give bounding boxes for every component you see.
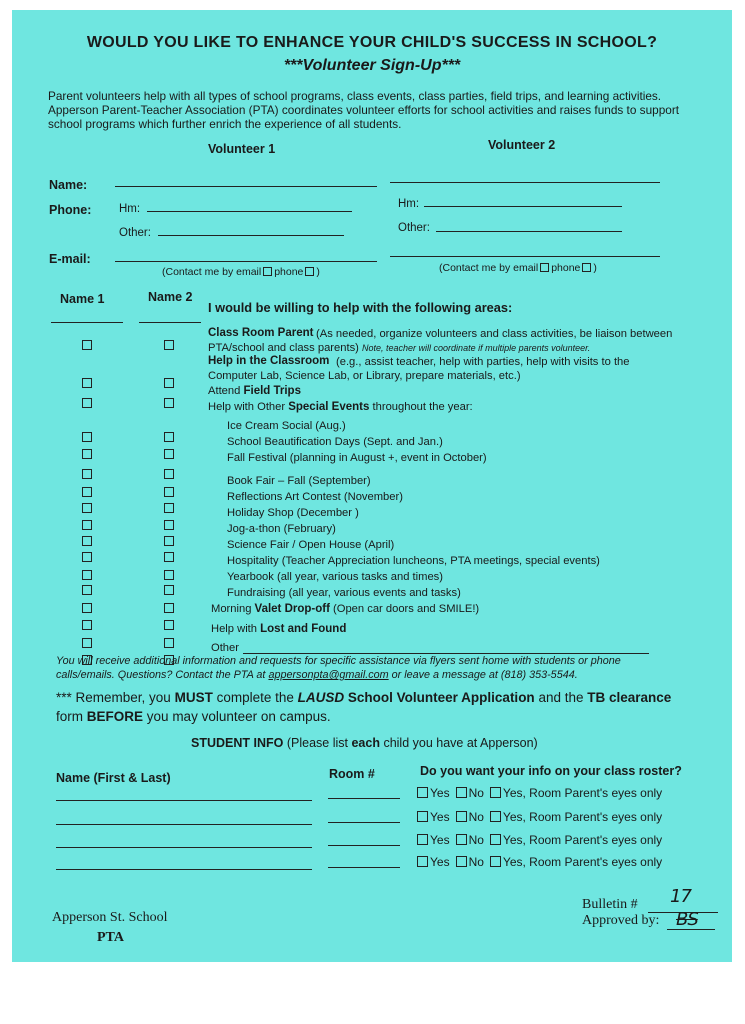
flyer-sheet (12, 10, 732, 962)
roster-eyes-only-checkbox[interactable] (490, 811, 501, 822)
email-label: E-mail: (49, 252, 91, 266)
contact-email-checkbox[interactable] (263, 267, 272, 276)
contact-pref-close: ) (593, 262, 597, 274)
special-suffix: throughout the year: (372, 401, 473, 413)
roster-yes-label: Yes (430, 786, 450, 800)
student-room-field[interactable] (328, 798, 400, 799)
lost-title: Lost and Found (260, 623, 347, 635)
student-name-column-heading: Name (First & Last) (56, 771, 171, 785)
reminder-p1: *** Remember, you (56, 690, 171, 705)
contact-note-line-1: You will receive additional information and requests for specific assistance via flyers sent home with students or phone (56, 655, 621, 667)
area-checkbox-name1[interactable] (82, 603, 92, 613)
volunteer-2-email-field[interactable] (390, 256, 660, 257)
reminder-line-1 (56, 690, 671, 705)
student-info-title: STUDENT INFO (191, 736, 284, 750)
roster-eyes-only-label: Yes, Room Parent's eyes only (502, 810, 663, 824)
area-checkbox-name2[interactable] (164, 432, 174, 442)
bulletin-label: Bulletin # (582, 897, 638, 912)
area-checkbox-name1[interactable] (82, 487, 92, 497)
name-2-column-heading: Name 2 (148, 290, 193, 304)
student-name-field[interactable] (56, 824, 312, 825)
area-checkbox-name1[interactable] (82, 398, 92, 408)
special-prefix: Help with Other (208, 401, 286, 413)
volunteer-1-other-label: Other: (119, 227, 151, 239)
reminder-line-2 (56, 709, 331, 724)
contact-note-suffix: or leave a message at (818) 353-5544. (391, 669, 578, 681)
volunteer-1-email-field[interactable] (115, 261, 377, 262)
area-checkbox-name2[interactable] (164, 536, 174, 546)
volunteer-1-heading: Volunteer 1 (208, 142, 276, 156)
special-event-item: Jog-a-thon (February) (227, 523, 336, 535)
area-checkbox-name2[interactable] (164, 378, 174, 388)
contact-pref-close: ) (316, 266, 320, 278)
roster-yes-checkbox[interactable] (417, 787, 428, 798)
area-checkbox-name1[interactable] (82, 620, 92, 630)
area-checkbox-name1[interactable] (82, 552, 92, 562)
area-checkbox-name1[interactable] (82, 340, 92, 350)
bulletin-number-handwritten: 17 (670, 886, 691, 907)
contact-email-checkbox[interactable] (540, 263, 549, 272)
student-info-heading (191, 736, 538, 750)
reminder-must: MUST (174, 690, 213, 705)
contact-pref-text: (Contact me by email (439, 262, 539, 274)
roster-no-checkbox[interactable] (456, 787, 467, 798)
area-checkbox-name2[interactable] (164, 570, 174, 580)
area-other: Other (211, 642, 239, 654)
roster-eyes-only-label: Yes, Room Parent's eyes only (502, 833, 663, 847)
area-checkbox-name2[interactable] (164, 638, 174, 648)
area-checkbox-name2[interactable] (164, 469, 174, 479)
special-event-item: Yearbook (all year, various tasks and times) (227, 571, 443, 583)
approved-by-signature: BS (676, 909, 698, 930)
area-checkbox-name1[interactable] (82, 469, 92, 479)
special-event-item: Book Fair – Fall (September) (227, 475, 371, 487)
area-checkbox-name1[interactable] (82, 432, 92, 442)
student-room-field[interactable] (328, 845, 400, 846)
area-checkbox-name2[interactable] (164, 487, 174, 497)
student-info-p1: (Please list (286, 736, 348, 750)
volunteer-2-contact-pref (439, 262, 597, 274)
help-classroom-title: Help in the Classroom (208, 355, 330, 367)
special-event-item: Ice Cream Social (Aug.) (227, 420, 346, 432)
name-1-column-heading: Name 1 (60, 292, 105, 306)
roster-options (415, 810, 666, 824)
area-checkbox-name2[interactable] (164, 340, 174, 350)
page-subtitle: ***Volunteer Sign-Up*** (283, 57, 461, 74)
volunteer-1-name-field[interactable] (115, 186, 377, 187)
area-field-trips (208, 385, 301, 397)
roster-eyes-only-checkbox[interactable] (490, 834, 501, 845)
reminder-before: BEFORE (86, 709, 144, 724)
roster-eyes-only-checkbox[interactable] (490, 856, 501, 867)
field-trips-title: Field Trips (243, 385, 301, 397)
help-classroom-desc: (e.g., assist teacher, help with parties, help with visits to the Computer Lab, Science Lab, or Library, prepare materials, etc.) (208, 356, 630, 382)
area-checkbox-name1[interactable] (82, 638, 92, 648)
area-checkbox-name2[interactable] (164, 585, 174, 595)
class-room-parent-desc: (As needed, organize volunteers and class activities, be liaison between PTA/school and class parents) (208, 328, 673, 354)
roster-no-checkbox[interactable] (456, 856, 467, 867)
help-classroom-desc-wrap (208, 355, 658, 383)
valet-prefix: Morning (211, 603, 252, 615)
area-checkbox-name1[interactable] (82, 536, 92, 546)
volunteer-1-home-phone-field[interactable] (147, 211, 352, 212)
roster-options (415, 786, 666, 800)
area-checkbox-name2[interactable] (164, 503, 174, 513)
roster-no-checkbox[interactable] (456, 811, 467, 822)
area-checkbox-name1[interactable] (82, 449, 92, 459)
roster-yes-label: Yes (430, 810, 450, 824)
contact-phone-text: phone (274, 266, 304, 278)
volunteer-2-other-label: Other: (398, 222, 430, 234)
footer-pta: PTA (97, 930, 124, 945)
reminder-p2: complete the (216, 690, 294, 705)
student-name-field[interactable] (56, 869, 312, 870)
name-label: Name: (49, 178, 88, 192)
volunteer-2-hm-label: Hm: (398, 198, 420, 210)
roster-no-label: No (468, 833, 484, 847)
reminder-p3: and the (538, 690, 584, 705)
contact-phone-checkbox[interactable] (305, 267, 314, 276)
roster-eyes-only-checkbox[interactable] (490, 787, 501, 798)
lost-prefix: Help with (211, 623, 258, 635)
student-info-each: each (351, 736, 380, 750)
area-checkbox-name2[interactable] (164, 398, 174, 408)
volunteer-1-hm-label: Hm: (119, 203, 141, 215)
special-title: Special Events (288, 401, 370, 413)
name-1-field[interactable] (51, 322, 123, 323)
reminder-tb: TB clearance (587, 690, 672, 705)
volunteer-1-other-phone-field[interactable] (158, 235, 344, 236)
area-special-events (208, 401, 473, 413)
special-event-item: Holiday Shop (December ) (227, 507, 359, 519)
class-room-parent-title: Class Room Parent (208, 327, 314, 339)
other-area-field[interactable] (243, 653, 649, 654)
student-name-field[interactable] (56, 800, 312, 801)
volunteer-2-heading: Volunteer 2 (488, 138, 556, 152)
volunteer-2-name-field[interactable] (390, 182, 660, 183)
contact-note-line-2 (56, 669, 578, 681)
reminder-app: School Volunteer Application (347, 690, 535, 705)
roster-eyes-only-label: Yes, Room Parent's eyes only (502, 855, 663, 869)
roster-yes-checkbox[interactable] (417, 856, 428, 867)
valet-title: Valet Drop-off (254, 603, 330, 615)
roster-options (415, 833, 666, 847)
roster-options (415, 855, 666, 869)
student-info-p2: child you have at Apperson) (383, 736, 538, 750)
phone-label: Phone: (49, 203, 92, 217)
special-event-item: Hospitality (Teacher Appreciation luncheons, PTA meetings, special events) (227, 555, 600, 567)
page-title: WOULD YOU LIKE TO ENHANCE YOUR CHILD'S SUCCESS IN SCHOOL? (86, 34, 658, 51)
intro-paragraph: Parent volunteers help with all types of school programs, class events, class parties, field trips, and learning activities. Apperson Parent-Teacher Association (PTA) coordinates volunteer efforts for school activities and raises funds to support school programs which further enrich the experience of all students. (48, 89, 680, 131)
area-checkbox-name1[interactable] (82, 378, 92, 388)
roster-no-label: No (468, 810, 484, 824)
roster-no-label: No (468, 786, 484, 800)
field-trips-prefix: Attend (208, 385, 241, 397)
class-room-parent-desc-wrap (208, 327, 678, 355)
student-room-field[interactable] (328, 822, 400, 823)
area-checkbox-name1[interactable] (82, 585, 92, 595)
area-checkbox-name2[interactable] (164, 520, 174, 530)
special-event-item: School Beautification Days (Sept. and Jan.) (227, 436, 443, 448)
contact-note-prefix: calls/emails. Questions? Contact the PTA at (56, 669, 266, 681)
roster-eyes-only-label: Yes, Room Parent's eyes only (502, 786, 663, 800)
area-checkbox-name1[interactable] (82, 570, 92, 580)
valet-desc: (Open car doors and SMILE!) (333, 603, 480, 615)
reminder-p4: form (56, 709, 83, 724)
student-room-field[interactable] (328, 867, 400, 868)
contact-phone-checkbox[interactable] (582, 263, 591, 272)
area-valet (211, 603, 479, 615)
area-checkbox-name1[interactable] (82, 503, 92, 513)
volunteer-2-home-phone-field[interactable] (424, 206, 622, 207)
special-event-item: Fall Festival (planning in August +, event in October) (227, 452, 487, 464)
special-event-item: Science Fair / Open House (April) (227, 539, 395, 551)
special-event-item: Fundraising (all year, various events and tasks) (227, 587, 461, 599)
area-checkbox-name2[interactable] (164, 449, 174, 459)
area-checkbox-name2[interactable] (164, 552, 174, 562)
class-room-parent-note: Note, teacher will coordinate if multiple parents volunteer. (362, 343, 591, 353)
special-event-item: Reflections Art Contest (November) (227, 491, 403, 503)
roster-yes-checkbox[interactable] (417, 811, 428, 822)
reminder-p5: you may volunteer on campus. (146, 709, 331, 724)
area-lost-found (211, 623, 346, 635)
student-name-field[interactable] (56, 847, 312, 848)
reminder-lausd: LAUSD (297, 690, 345, 705)
pta-email-link[interactable]: appersonpta@gmail.com (268, 669, 389, 681)
areas-heading: I would be willing to help with the following areas: (208, 300, 513, 315)
roster-yes-label: Yes (430, 855, 450, 869)
area-checkbox-name2[interactable] (164, 603, 174, 613)
student-roster-column-heading: Do you want your info on your class roster? (420, 764, 682, 778)
contact-phone-text: phone (551, 262, 581, 274)
roster-yes-label: Yes (430, 833, 450, 847)
student-room-column-heading: Room # (329, 767, 375, 781)
roster-yes-checkbox[interactable] (417, 834, 428, 845)
area-checkbox-name1[interactable] (82, 520, 92, 530)
volunteer-1-contact-pref (162, 266, 320, 278)
name-2-field[interactable] (139, 322, 201, 323)
area-checkbox-name2[interactable] (164, 620, 174, 630)
footer-school: Apperson St. School (52, 910, 168, 925)
roster-no-label: No (468, 855, 484, 869)
approved-label: Approved by: (582, 913, 660, 928)
roster-no-checkbox[interactable] (456, 834, 467, 845)
volunteer-2-other-phone-field[interactable] (436, 231, 622, 232)
contact-pref-text: (Contact me by email (162, 266, 262, 278)
